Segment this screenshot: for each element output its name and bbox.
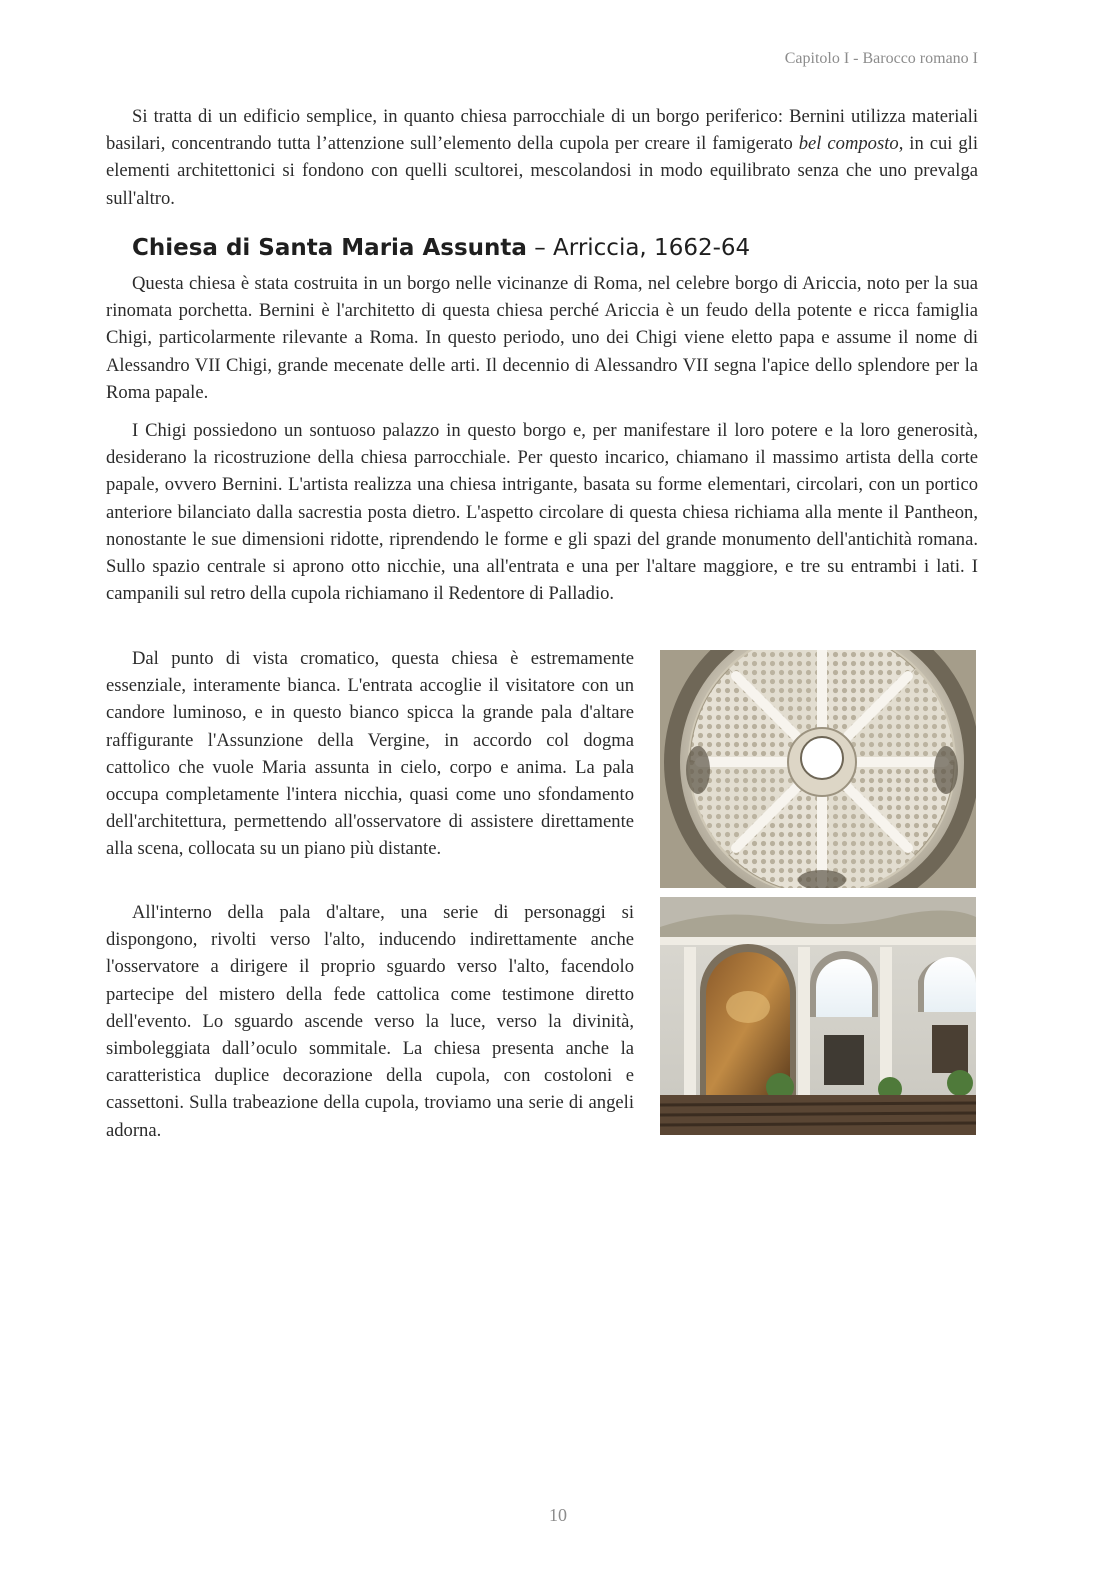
paragraph-text: Dal punto di vista cromatico, questa chiesa è estremamente essenziale, interamente bianca. L'entrata accoglie il visitatore con un candore luminoso, e in questo bianco spicca la grande pala d'altare raffigurante l'Assunzione della Vergine, in accordo col dogma cattolico che vuole Maria assunta in cielo, corpo e anima. La pala occupa completamente l'intera nicchia, quasi come uno sfondamento dell'architettura, permettendo all'osservatore di assistere direttamente alla scena, collocata su un piano più distante. <box>106 648 634 860</box>
paragraph-text: I Chigi possiedono un sontuoso palazzo in questo borgo e, per manifestare il loro potere e la loro generosità, desiderano la ricostruzione della chiesa parrocchiale. Per questo incarico, chiamano il massimo artista della corte papale, ovvero Bernini. L'artista realizza una chiesa intrigante, basata su forme elementari, circolari, con un portico anteriore bilanciato dalla sacrestia posta dietro. L'aspetto circolare di questa chiesa richiama alla mente il Pantheon, nonostante le sue dimensioni ridotte, riprendendo le forme e gli spazi del grande monumento dell'antichità romana. Sullo spazio centrale si aprono otto nicchie, una all'entrata e una per l'altare maggiore, e tre su entrambi i lati. I campanili sul retro della cupola richiamano il Redentore di Palladio. <box>106 420 978 605</box>
dome-photo <box>660 650 976 888</box>
section-subtitle: – Arriccia, 1662-64 <box>526 235 751 261</box>
paragraph-altarpiece <box>106 899 634 1144</box>
section-heading <box>132 235 750 261</box>
paragraph-ariccia-history <box>106 270 978 406</box>
paragraph-chigi-commission <box>106 417 978 607</box>
running-head: Capitolo I - Barocco romano I <box>784 50 978 67</box>
section-title: Chiesa di Santa Maria Assunta <box>132 235 527 261</box>
intro-text-end: , in cui gli elementi architettonici si fondono con quelli scultorei, mescolandosi in modo equilibrato senza che uno prevalga sull'altro. <box>106 133 979 209</box>
intro-italic-term: bel composto <box>798 133 899 155</box>
page-number: 10 <box>549 1505 567 1525</box>
interior-photo <box>660 897 976 1135</box>
paragraph-text: All'interno della pala d'altare, una serie di personaggi si dispongono, rivolti verso l'alto, inducendo indirettamente anche l'osservatore a dirigere il proprio sguardo verso l'alto, facendolo partecipe del mistero della fede cattolica come testimone diretto dell'evento. Lo sguardo ascende verso la luce, verso la divinità, simboleggiata dall’oculo sommitale. La chiesa presenta anche la caratteristica duplice decorazione della cupola, con costoloni e cassettoni. Sulla trabeazione della cupola, troviamo una serie di angeli adorna. <box>106 902 634 1141</box>
intro-text-start: Si tratta di un edificio semplice, in quanto chiesa parrocchiale di un borgo periferico: Bernini utilizza materiali basilari, concentrando tutta l’attenzione sull’elemento della cupola per creare il famigerato <box>106 106 978 155</box>
paragraph-text: Questa chiesa è stata costruita in un borgo nelle vicinanze di Roma, nel celebre borgo di Ariccia, noto per la sua rinomata porchetta. Bernini è l'architetto di questa chiesa perché Ariccia è un feudo della potente e ricca famiglia Chigi, particolarmente rilevante a Roma. In questo periodo, uno dei Chigi viene eletto papa e assume il nome di Alessandro VII Chigi, grande mecenate delle arti. Il decennio di Alessandro VII segna l'apice dello splendore per la Roma papale. <box>106 273 978 403</box>
intro-paragraph <box>106 103 978 212</box>
paragraph-chromatic <box>106 645 634 863</box>
